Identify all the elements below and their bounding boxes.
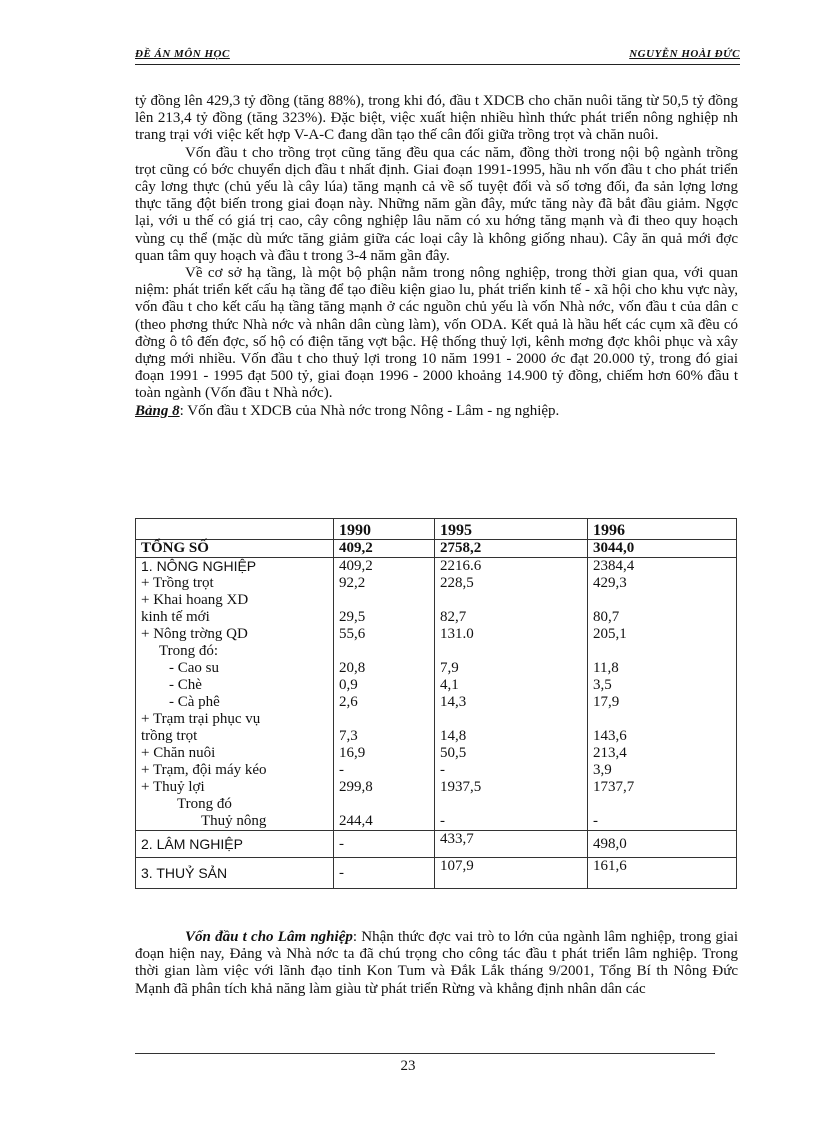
paragraph-text: : Nhận thức đợc vai trò to lớn của ngành lâm nghiệp, trong giai đoạn hiện nay, Đảng và Nhà nớc ta đã chú trọng cho công tác đầu t phát triển lâm nghiệp. Trong thời gian làm việc với lãnh đạo tỉnh Kon Tum và Đắk Lắk tháng 9/2001, Tổng Bí th Nông Đức Mạnh đã phân tích khả năng làm giàu từ phát triển Rừng và khẳng định nhân dân các [135, 929, 739, 997]
cell-value: 3,9 [593, 762, 612, 778]
row-label: kinh tế mới [141, 609, 210, 625]
cell-value: 7,9 [440, 660, 459, 676]
cell-value: 1937,5 [440, 779, 482, 795]
cell-value: 16,9 [339, 745, 366, 761]
cell-value [593, 592, 736, 609]
cell-value: - [593, 813, 598, 829]
cell-value [339, 643, 434, 660]
row-label: + Trồng trọt [141, 575, 214, 591]
cell-value: 143,6 [593, 728, 627, 744]
row-label: 2. LÂM NGHIỆP [136, 831, 334, 858]
header-cell-year: 1990 [334, 519, 435, 540]
row-label: - Cao su [169, 660, 219, 676]
header-left-title: ĐỀ ÁN MÔN HỌC [135, 48, 230, 60]
table-row-total [136, 540, 737, 558]
cell-value: 228,5 [440, 575, 474, 591]
cell-value: 0,9 [339, 677, 358, 693]
cell-value: 299,8 [339, 779, 373, 795]
table-row-forestry [136, 831, 737, 858]
cell-value: 4,1 [440, 677, 459, 693]
header-cell-year: 1996 [588, 519, 737, 540]
cell-value: 2,6 [339, 694, 358, 710]
cell-value: 131.0 [440, 626, 474, 642]
cell-value [440, 592, 587, 609]
cell-value: 161,6 [588, 858, 737, 889]
page-header [135, 50, 740, 65]
row-label: + Trạm, đội máy kéo [141, 762, 267, 778]
cell-value: 14,3 [440, 694, 467, 710]
cell-value: 55,6 [339, 626, 366, 642]
cell-value: - [334, 858, 435, 889]
total-value: 3044,0 [588, 540, 737, 558]
agri-values-1995 [435, 558, 588, 831]
row-label: trồng trọt [141, 728, 198, 744]
cell-value: 205,1 [593, 626, 627, 642]
cell-value [593, 796, 736, 813]
row-label: + Khai hoang XD [141, 592, 249, 608]
row-label: + Chăn nuôi [141, 745, 216, 761]
body-text [135, 93, 738, 420]
row-label: 1. NÔNG NGHIỆP [141, 558, 257, 574]
header-cell [136, 519, 334, 540]
cell-value [593, 711, 736, 728]
row-label: + Trạm trại phục vụ [141, 711, 261, 727]
cell-value: 498,0 [588, 831, 737, 858]
row-label: - Chè [169, 677, 202, 693]
cell-value: 29,5 [339, 609, 366, 625]
cell-value: 20,8 [339, 660, 366, 676]
cell-value: 2216.6 [440, 558, 482, 574]
paragraph: Về cơ sở hạ tầng, là một bộ phận nằm trong nông nghiệp, trong thời gian qua, với quan niệm: phát triển kết cấu hạ tầng để tạo điều kiện giao lu, phát triển kinh tế - xã hội cho khu vực này, vốn đầu t cho kết cấu hạ tầng tăng mạnh ở các nguồn chủ yếu là vốn Nhà nớc, vốn đầu t của dân c (theo phơng thức Nhà nớc và nhân dân cùng làm), vốn ODA. Kết quả là hầu hết các cụm xã đều có đờng ô tô đến đợc, số hộ có điện tăng vợt bậc. Hệ thống thuỷ lợi, kênh mơng đợc khôi phục và xây dựng mới nhiều. Vốn đầu t cho thuỷ lợi trong 10 năm 1991 - 2000 ớc đạt 20.000 tỷ, trong đó giai đoạn 1991 - 1995 đạt 500 tỷ, giai đoạn 1996 - 2000 khoảng 14.900 tỷ đồng, chiếm hơn 60% đầu t toàn ngành (Vốn đầu t Nhà nớc). [135, 265, 738, 402]
cell-value [339, 711, 434, 728]
table-caption-text: : Vốn đầu t XDCB của Nhà nớc trong Nông - Lâm - ng nghiệp. [179, 402, 560, 419]
cell-value: 2384,4 [593, 558, 635, 574]
paragraph: tỷ đồng lên 429,3 tỷ đồng (tăng 88%), trong khi đó, đầu t XDCB cho chăn nuôi tăng từ 50,5 tỷ đồng lên 213,4 tỷ đồng (tăng 323%). Đặc biệt, việc xuất hiện nhiều hình thức phát triển nông nghiệp nh trang trại với việc kết hợp V-A-C đang dần tạo thế cân đối giữa trồng trọt và chăn nuôi. [135, 93, 738, 144]
investment-table [135, 518, 737, 889]
cell-value: 244,4 [339, 813, 373, 829]
cell-value: 433,7 [435, 831, 588, 858]
table-header-row [136, 519, 737, 540]
cell-value: - [440, 762, 445, 778]
cell-value: 3,5 [593, 677, 612, 693]
cell-value: 7,3 [339, 728, 358, 744]
footer-divider [135, 1053, 715, 1054]
paragraph-lead: Vốn đầu t cho Lâm nghiệp [185, 929, 353, 945]
total-value: 2758,2 [435, 540, 588, 558]
row-label: - Cà phê [169, 694, 220, 710]
table-caption [135, 403, 738, 420]
cell-value: 409,2 [339, 558, 373, 574]
row-label: + Nông trờng QD [141, 626, 248, 642]
cell-value: - [440, 813, 445, 829]
paragraph: Vốn đầu t cho trồng trọt cũng tăng đều qua các năm, đồng thời trong nội bộ ngành trồng trọt cũng có bớc chuyển dịch đầu t nhất định. Giai đoạn 1991-1995, hầu nh vốn đầu t cho phát triển cây lơng thực (chủ yếu là cây lúa) tăng mạnh cả về số tuyệt đối và số tơng đối, đa sản lợng lơng thực tăng đột biến trong giai đoạn này. Những năm gần đây, mức tăng này đã bắt đầu giảm. Ngợc lại, với u thế có giá trị cao, cây công nghiệp lâu năm có xu hớng tăng mạnh và đi theo quy hoạch vùng cụ thể (mặc dù mức tăng giảm giữa các loại cây là không giống nhau). Cây ăn quả mới đợc quan tâm quy hoạch và đầu t trong 3-4 năm gần đây. [135, 144, 738, 264]
cell-value [440, 796, 587, 813]
cell-value: 80,7 [593, 609, 620, 625]
cell-value [593, 643, 736, 660]
row-label: Trong đó [177, 796, 232, 812]
cell-value: 1737,7 [593, 779, 635, 795]
agri-values-1990 [334, 558, 435, 831]
agri-values-1996 [588, 558, 737, 831]
agri-labels-cell [136, 558, 334, 831]
cell-value: - [339, 762, 344, 778]
cell-value: 14,8 [440, 728, 467, 744]
cell-value [339, 796, 434, 813]
row-label: Trong đó: [159, 643, 219, 659]
cell-value: 107,9 [435, 858, 588, 889]
cell-value: 11,8 [593, 660, 619, 676]
cell-value [440, 643, 587, 660]
total-label: TỔNG SỐ [136, 540, 334, 558]
cell-value: 82,7 [440, 609, 467, 625]
cell-value [339, 592, 434, 609]
table-row-fishery [136, 858, 737, 889]
header-cell-year: 1995 [435, 519, 588, 540]
row-label: 3. THUỶ SẢN [136, 858, 334, 889]
header-right-author: NGUYỄN HOÀI ĐỨC [629, 48, 740, 60]
cell-value: 213,4 [593, 745, 627, 761]
forestry-paragraph [135, 929, 738, 998]
row-label: Thuỷ nông [201, 813, 267, 829]
page-number: 23 [400, 1058, 416, 1074]
cell-value: 17,9 [593, 694, 620, 710]
total-value: 409,2 [334, 540, 435, 558]
cell-value: - [334, 831, 435, 858]
cell-value: 92,2 [339, 575, 366, 591]
table-caption-label: Bảng 8 [135, 402, 180, 419]
table-row-agriculture [136, 558, 737, 831]
row-label: + Thuỷ lợi [141, 779, 205, 795]
cell-value: 429,3 [593, 575, 627, 591]
cell-value: 50,5 [440, 745, 467, 761]
cell-value [440, 711, 587, 728]
paragraph [135, 929, 738, 998]
